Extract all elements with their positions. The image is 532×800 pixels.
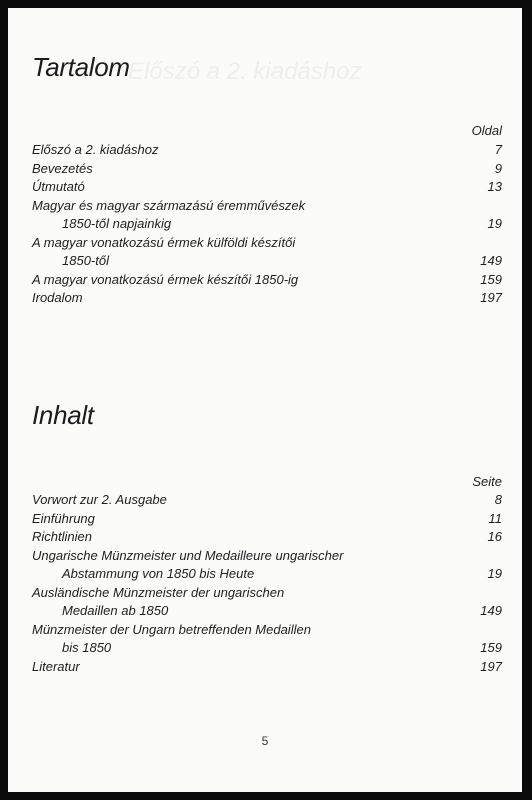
toc-entry-page: 159 — [480, 640, 502, 655]
toc-entry-title: A magyar vonatkozású érmek külföldi készítői 1850-től — [32, 234, 296, 268]
toc-entry[interactable] — [32, 491, 502, 510]
toc-entry[interactable] — [32, 234, 502, 271]
toc-entry-title: Richtlinien — [32, 529, 92, 544]
page-column-label-german: Seite — [472, 474, 502, 489]
toc-entry[interactable] — [32, 178, 502, 197]
toc-entry-title: Útmutató — [32, 179, 85, 194]
toc-entry-page: 19 — [487, 216, 502, 231]
toc-entry-page: 11 — [488, 510, 502, 526]
page-column-label-hungarian: Oldal — [471, 123, 502, 138]
toc-entry-page: 159 — [480, 271, 502, 287]
toc-entry-page: 8 — [494, 492, 502, 507]
toc-entry-title: Literatur — [32, 658, 80, 674]
toc-entry[interactable] — [32, 141, 502, 160]
toc-entry[interactable] — [32, 197, 502, 234]
toc-entry-page: 197 — [480, 290, 502, 305]
toc-entry-title: Vorwort zur 2. Ausgabe — [32, 492, 167, 507]
toc-entry-title: A magyar vonatkozású érmek készítői 1850-ig — [32, 271, 299, 287]
toc-entry-title: Előszó a 2. kiadáshoz — [32, 142, 159, 157]
show-through-heading: Előszó a 2. kiadáshoz — [128, 58, 362, 85]
toc-entry-page: 19 — [487, 566, 502, 581]
toc-entry-title: Bevezetés — [32, 160, 93, 176]
contents-heading-german: Inhalt — [32, 400, 94, 430]
toc-entry-page: 197 — [480, 658, 502, 674]
toc-entry-title: Ungarische Münzmeister und Medailleure ungarischer Abstammung von 1850 bis Heute — [32, 547, 344, 581]
toc-entry-title: Münzmeister der Ungarn betreffenden Medaillen bis 1850 — [32, 621, 311, 655]
toc-entry-title: Einführung — [32, 510, 95, 526]
toc-entry-title: Irodalom — [32, 290, 83, 305]
toc-entry-page: 9 — [494, 160, 502, 176]
toc-entry-page: 7 — [494, 142, 502, 157]
toc-entry-page: 149 — [480, 253, 502, 268]
toc-entry-title: Ausländische Münzmeister der ungarischen Medaillen ab 1850 — [32, 584, 285, 618]
toc-entry[interactable] — [32, 271, 502, 290]
toc-entry-page: 13 — [487, 179, 502, 194]
toc-entry[interactable] — [32, 510, 502, 529]
toc-entry[interactable] — [32, 658, 502, 677]
page-number: 5 — [261, 734, 269, 748]
toc-list-german — [32, 491, 502, 676]
toc-entry[interactable] — [32, 584, 502, 621]
toc-entry-page: 16 — [487, 529, 502, 544]
toc-entry[interactable] — [32, 160, 502, 179]
toc-entry[interactable] — [32, 621, 502, 658]
toc-entry[interactable] — [32, 528, 502, 547]
toc-entry-page: 149 — [480, 603, 502, 618]
toc-list-hungarian — [32, 141, 502, 308]
contents-heading-hungarian: Tartalom — [32, 52, 130, 82]
book-page — [8, 8, 522, 792]
toc-entry[interactable] — [32, 289, 502, 308]
toc-entry-title: Magyar és magyar származású éremművészek 1850-től napjainkig — [32, 197, 306, 231]
toc-entry[interactable] — [32, 547, 502, 584]
